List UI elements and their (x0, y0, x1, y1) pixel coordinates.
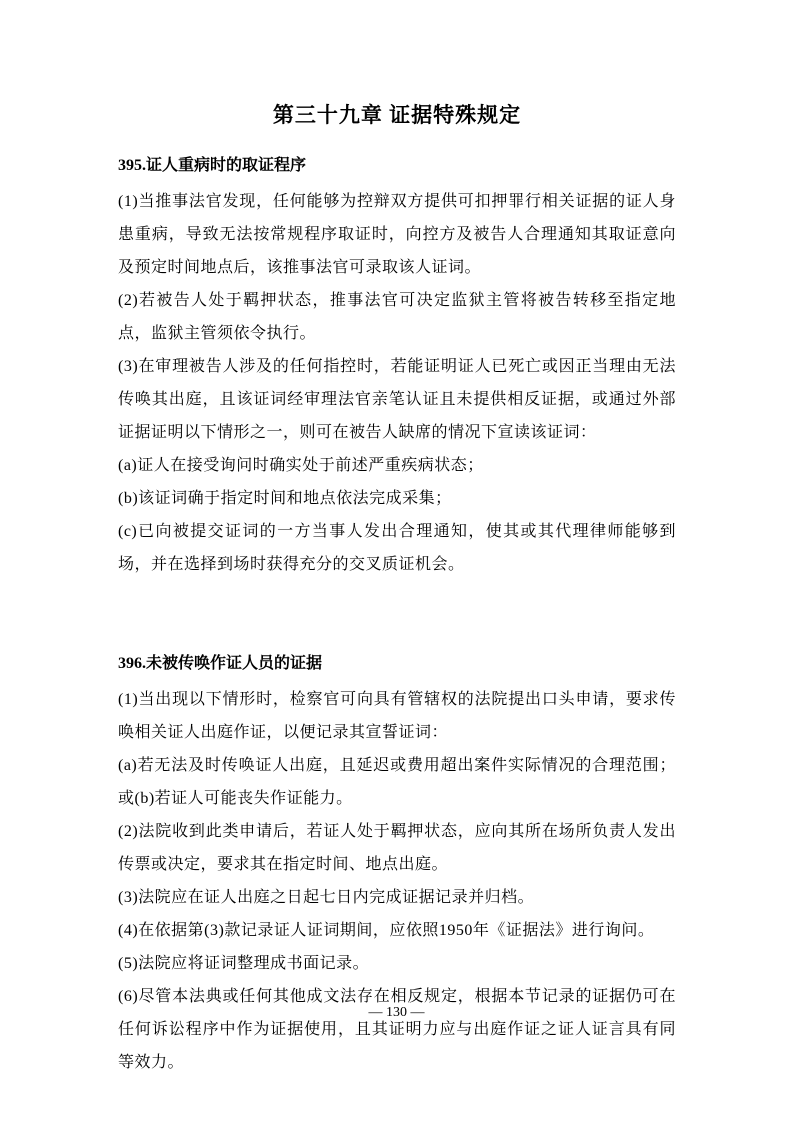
paragraph: (1)当推事法官发现，任何能够为控辩双方提供可扣押罪行相关证据的证人身患重病，导致无法按常规程序取证时，向控方及被告人合理通知其取证意向及预定时间地点后，该推事法官可录取该人证词。 (118, 193, 676, 276)
paragraph: (3)法院应在证人出庭之日起七日内完成证据记录并归档。 (118, 889, 535, 906)
paragraph: (1)当出现以下情形时，检察官可向具有管辖权的法院提出口头申请，要求传唤相关证人出庭作证，以便记录其宣誓证词： (118, 691, 676, 741)
paragraph: (3)在审理被告人涉及的任何指控时，若能证明证人已死亡或因正当理由无法传唤其出庭，且该证词经审理法官亲笔认证且未提供相反证据，或通过外部证据证明以下情形之一，则可在被告人缺席的情况下宣读该证词： (118, 358, 676, 441)
paragraph: (5)法院应将证词整理成书面记录。 (118, 955, 370, 972)
paragraph: (a)若无法及时传唤证人出庭，且延迟或费用超出案件实际情况的合理范围；或(b)若证人可能丧失作证能力。 (118, 757, 676, 807)
page-number: — 130 — (368, 1005, 425, 1020)
paragraph: (c)已向被提交证词的一方当事人发出合理通知，使其或其代理律师能够到场，并在选择到场时获得充分的交叉质证机会。 (118, 523, 676, 573)
paragraph: (4)在依据第(3)款记录证人证词期间，应依照1950年《证据法》进行询问。 (118, 922, 655, 939)
section-395-heading: 395.证人重病时的取证程序 (118, 157, 307, 174)
paragraph: (b)该证词确于指定时间和地点依法完成采集； (118, 490, 452, 507)
paragraph: (2)法院收到此类申请后，若证人处于羁押状态，应向其所在场所负责人发出传票或决定，要求其在指定时间、地点出庭。 (118, 823, 676, 873)
chapter-title: 第三十九章 证据特殊规定 (272, 103, 522, 127)
section-396-heading: 396.未被传唤作证人员的证据 (118, 655, 323, 672)
paragraph: (6)尽管本法典或任何其他成文法存在相反规定，根据本节记录的证据仍可在任何诉讼程序中作为证据使用，且其证明力应与出庭作证之证人证言具有同等效力。 (118, 988, 676, 1071)
section-395 (118, 129, 676, 581)
document-content (118, 0, 676, 1079)
paragraph: (2)若被告人处于羁押状态，推事法官可决定监狱主管将被告转移至指定地点，监狱主管须依令执行。 (118, 292, 676, 342)
paragraph: (a)证人在接受询问时确实处于前述严重疾病状态； (118, 457, 484, 474)
